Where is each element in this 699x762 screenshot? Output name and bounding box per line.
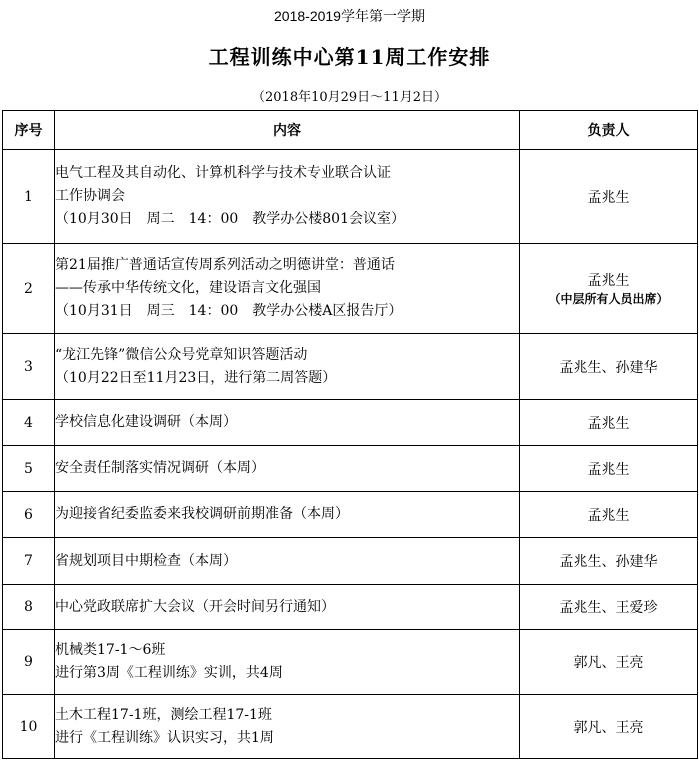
row-content	[55, 400, 520, 446]
row-owner	[520, 538, 698, 585]
page-title: 工程训练中心第11周工作安排	[208, 45, 491, 69]
column-header-content: 内容	[55, 111, 520, 150]
table-row	[3, 334, 698, 400]
content-line: （10月30日 周二 14：00 教学办公楼801会议室）	[55, 211, 405, 227]
row-owner	[520, 244, 698, 334]
row-number: 1	[3, 150, 55, 244]
date-range: （2018年10月29日～11月2日）	[252, 90, 447, 105]
row-number: 7	[3, 538, 55, 585]
table-row	[3, 695, 698, 759]
row-owner	[520, 695, 698, 759]
content-line: 进行《工程训练》认识实习，共1周	[55, 729, 274, 746]
row-content	[55, 492, 520, 538]
content-line: 机械类17-1～6班	[55, 642, 166, 658]
row-owner	[520, 400, 698, 446]
owner-name: 郭凡、王亮	[573, 719, 644, 736]
row-content	[55, 150, 520, 244]
row-owner	[520, 334, 698, 400]
table-row	[3, 492, 698, 538]
row-number: 4	[3, 400, 55, 446]
content-line: 安全责任制落实情况调研（本周）	[55, 460, 265, 476]
table-row	[3, 400, 698, 446]
owner-name: 孟兆生	[587, 507, 630, 524]
row-owner	[520, 630, 698, 695]
row-content	[55, 446, 520, 492]
column-header-owner: 负责人	[520, 111, 698, 150]
content-line: 省规划项目中期检查（本周）	[55, 552, 237, 569]
row-number: 9	[3, 630, 55, 695]
row-number: 10	[3, 695, 55, 759]
row-number: 5	[3, 446, 55, 492]
content-line: 土木工程17-1班，测绘工程17-1班	[55, 706, 272, 723]
content-line: 工作协调会	[55, 188, 125, 204]
attendance-note: （中层所有人员出席）	[548, 291, 669, 306]
column-header-number: 序号	[3, 111, 55, 150]
table-row	[3, 244, 698, 334]
content-line: ——传承中华传统文化，建设语言文化强国	[55, 280, 321, 296]
row-owner	[520, 446, 698, 492]
content-line: 中心党政联席扩大会议（开会时间另行通知）	[55, 598, 335, 615]
owner-name: 孟兆生	[587, 461, 630, 478]
row-content	[55, 334, 520, 400]
row-owner	[520, 585, 698, 630]
owner-name: 孟兆生、孙建华	[559, 554, 658, 570]
content-line: （10月22日至11月23日，进行第二周答题）	[55, 369, 337, 386]
owner-name: 孟兆生	[587, 415, 630, 432]
row-number: 6	[3, 492, 55, 538]
row-owner	[520, 492, 698, 538]
table-row	[3, 585, 698, 630]
owner-name: 孟兆生	[587, 189, 630, 206]
owner-name: 孟兆生、王爱珍	[559, 600, 658, 616]
row-content	[55, 538, 520, 585]
row-number: 8	[3, 585, 55, 630]
table-row	[3, 446, 698, 492]
table-row	[3, 630, 698, 695]
content-line: （10月31日 周三 14：00 教学办公楼A区报告厅）	[55, 303, 403, 319]
content-line: 第21届推广普通话宣传周系列活动之明德讲堂：普通话	[55, 257, 395, 273]
table-header-row	[3, 111, 698, 150]
content-line: 学校信息化建设调研（本周）	[55, 414, 237, 430]
row-content	[55, 244, 520, 334]
schedule-table	[2, 110, 698, 759]
row-content	[55, 695, 520, 759]
content-line: 为迎接省纪委监委来我校调研前期准备（本周）	[55, 506, 349, 522]
table-row	[3, 538, 698, 585]
owner-name: 郭凡、王亮	[573, 655, 644, 671]
table-row	[3, 150, 698, 244]
owner-name: 孟兆生、孙建华	[559, 359, 658, 376]
content-line: 电气工程及其自动化、计算机科学与技术专业联合认证	[55, 165, 391, 181]
row-owner	[520, 150, 698, 244]
row-content	[55, 630, 520, 695]
semester-label: 2018-2019学年第一学期	[274, 8, 425, 24]
content-line: 进行第3周《工程训练》实训，共4周	[55, 665, 283, 681]
owner-name: 孟兆生	[587, 272, 630, 289]
row-content	[55, 585, 520, 630]
row-number: 2	[3, 244, 55, 334]
content-line: “龙江先锋”微信公众号党章知识答题活动	[55, 346, 308, 363]
row-number: 3	[3, 334, 55, 400]
